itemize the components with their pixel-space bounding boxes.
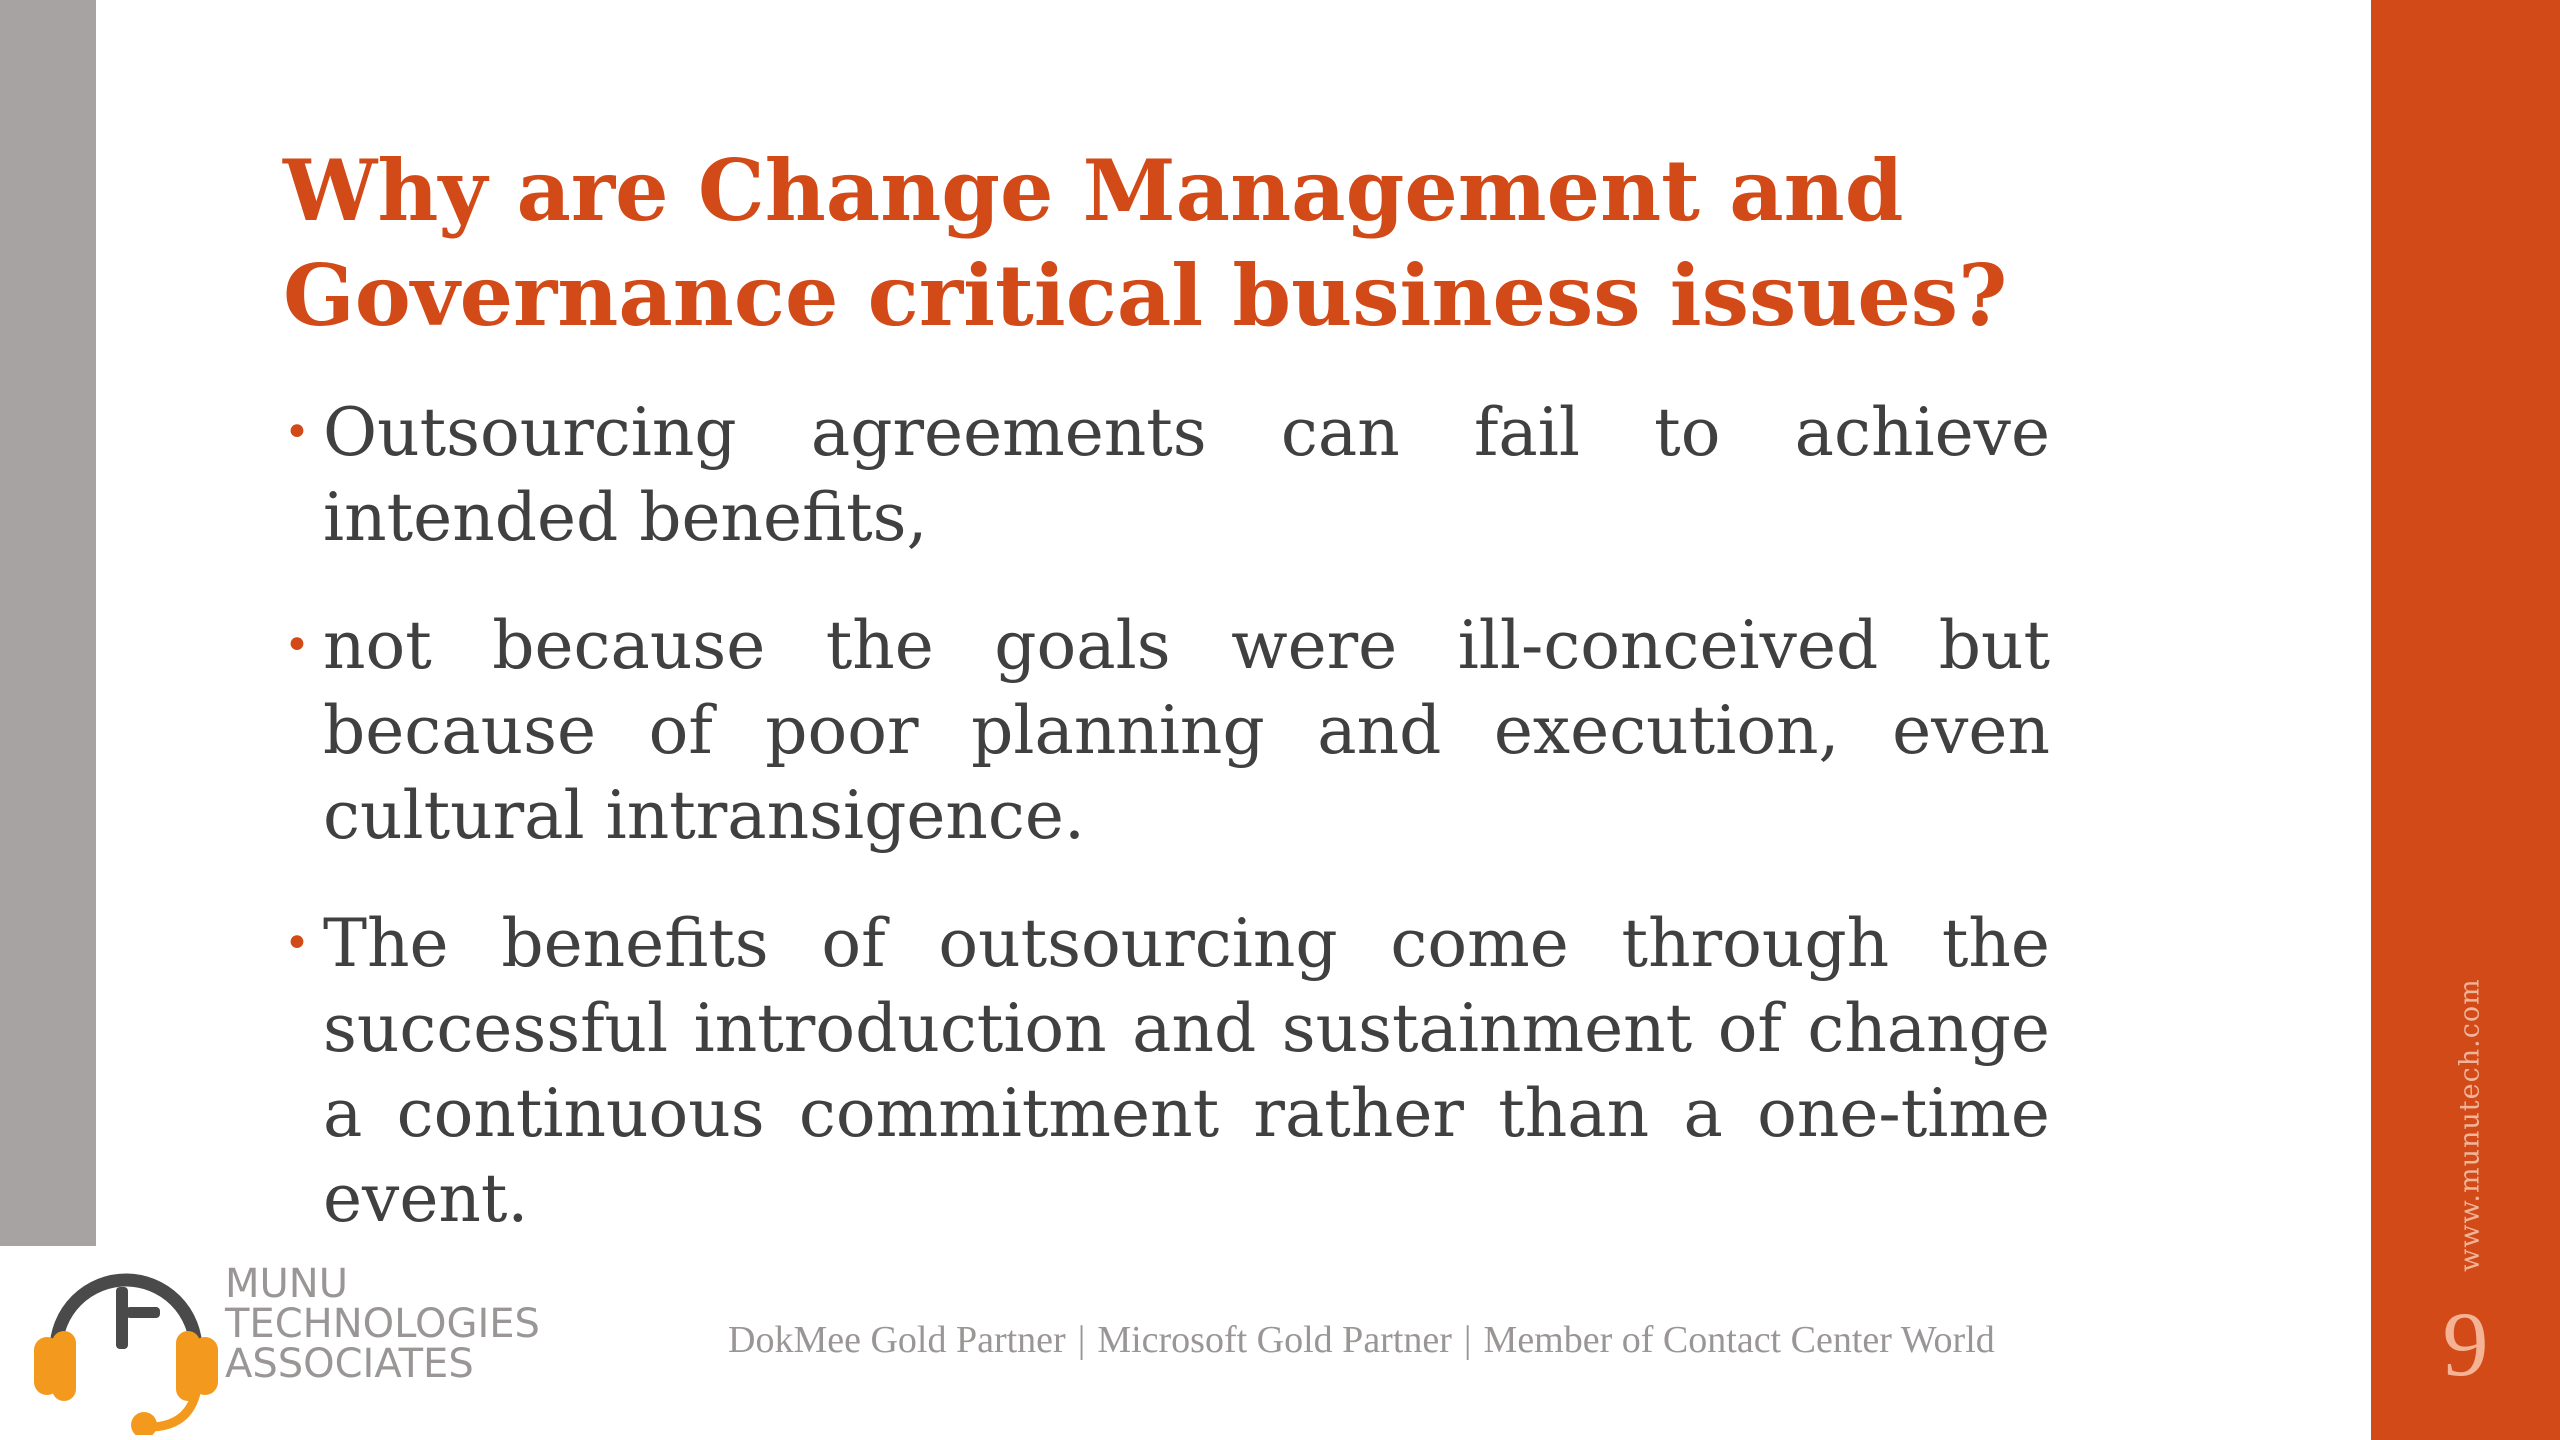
left-accent-bar [0, 0, 96, 1246]
footer-separator: | [1077, 1319, 1086, 1361]
website-url: www.munutech.com [2454, 978, 2486, 1272]
bullet-item [280, 603, 2050, 858]
headset-logo-icon [28, 1255, 223, 1435]
bullet-marker: • [284, 407, 310, 458]
brand-name [225, 1261, 540, 1387]
brand-line-2: TECHNOLOGIES [225, 1301, 540, 1347]
bullet-marker: • [284, 918, 310, 969]
slide-number: 9 [2442, 1293, 2489, 1395]
bullet-text: The benefits of outsourcing come through the successful introduction and sustainment of change a continuous commitment rather than a one-time event. [323, 905, 2050, 1237]
footer-partners [728, 1318, 1995, 1362]
bullet-text: Outsourcing agreements can fail to achieve intended benefits, [323, 394, 2050, 556]
title-line-1: Why are Change Management and [283, 141, 1904, 240]
footer-partner-2: Microsoft Gold Partner [1097, 1319, 1452, 1361]
footer-separator: | [1463, 1319, 1472, 1361]
brand-line-1: MUNU [225, 1261, 348, 1307]
bullet-item [280, 901, 2050, 1241]
brand-line-3: ASSOCIATES [225, 1341, 474, 1387]
bullet-text: not because the goals were ill-conceived but because of poor planning and execution, even cultural intransigence. [323, 607, 2050, 854]
bullet-list [280, 390, 2050, 1284]
title-line-2: Governance critical business issues? [283, 246, 2008, 345]
bullet-item [280, 390, 2050, 560]
footer-partner-1: DokMee Gold Partner [728, 1319, 1066, 1361]
slide-title [283, 138, 2363, 348]
footer-partner-3: Member of Contact Center World [1483, 1319, 1995, 1361]
bullet-marker: • [284, 620, 310, 671]
